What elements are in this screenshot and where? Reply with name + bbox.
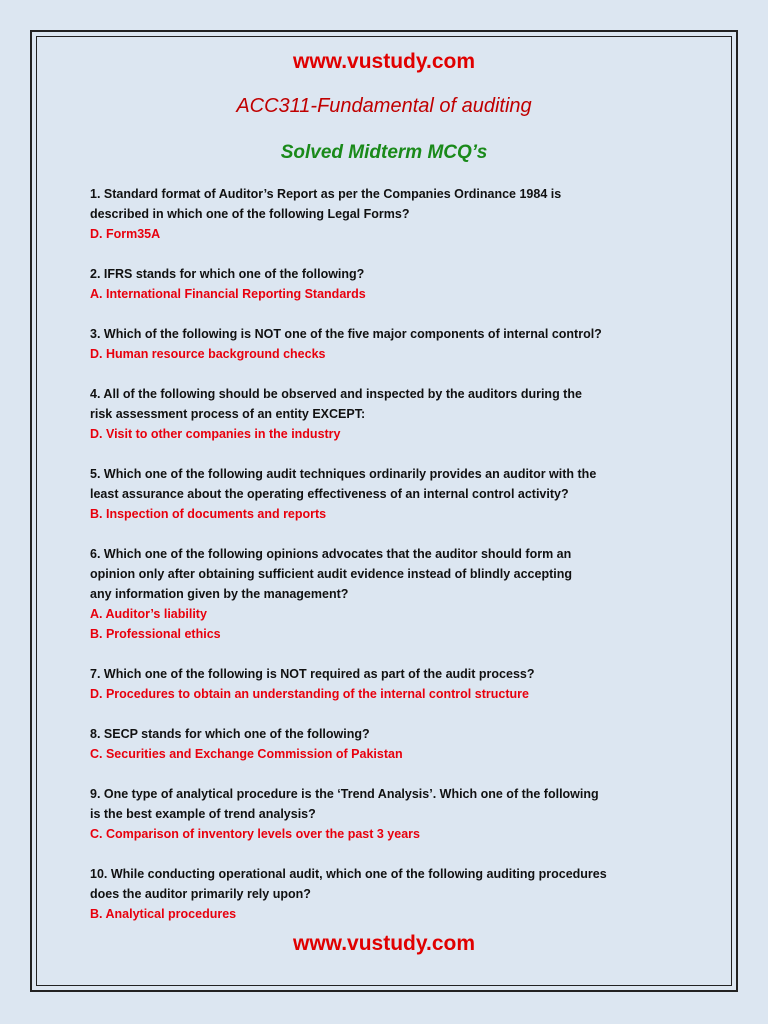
question-text: described in which one of the following Legal Forms? <box>90 207 410 221</box>
answer-text: C. Comparison of inventory levels over the past 3 years <box>90 827 420 841</box>
question-text: 10. While conducting operational audit, which one of the following auditing procedures <box>90 867 607 881</box>
question-item <box>90 544 610 644</box>
answer-text: B. Professional ethics <box>90 627 221 641</box>
answer-text: D. Visit to other companies in the industry <box>90 427 341 441</box>
question-text: 2. IFRS stands for which one of the following? <box>90 267 365 281</box>
answer-text: A. International Financial Reporting Standards <box>90 287 366 301</box>
question-item <box>90 384 610 444</box>
answer-text: D. Form35A <box>90 227 161 241</box>
answer-text: C. Securities and Exchange Commission of Pakistan <box>90 747 403 761</box>
page-title: ACC311-Fundamental of auditing <box>236 95 532 117</box>
answer-text: B. Analytical procedures <box>90 907 237 921</box>
question-item <box>90 264 610 304</box>
page-subtitle: Solved Midterm MCQ’s <box>280 142 488 163</box>
question-text: 6. Which one of the following opinions advocates that the auditor should form an <box>90 547 572 561</box>
answer-text: A. Auditor’s liability <box>90 607 207 621</box>
question-list <box>90 184 610 944</box>
question-text: opinion only after obtaining sufficient audit evidence instead of blindly accepting <box>90 567 572 581</box>
question-text: 9. One type of analytical procedure is the ‘Trend Analysis’. Which one of the following <box>90 787 599 801</box>
answer-text: D. Procedures to obtain an understanding of the internal control structure <box>90 687 529 701</box>
question-item <box>90 864 610 924</box>
answer-text: D. Human resource background checks <box>90 347 326 361</box>
question-item <box>90 724 610 764</box>
question-text: risk assessment process of an entity EXCEPT: <box>90 407 366 421</box>
question-item <box>90 324 610 364</box>
question-text: 7. Which one of the following is NOT required as part of the audit process? <box>90 667 535 681</box>
question-item <box>90 464 610 524</box>
question-item <box>90 184 610 244</box>
footer-site-link[interactable]: www.vustudy.com <box>292 932 476 955</box>
question-text: 8. SECP stands for which one of the following? <box>90 727 370 741</box>
question-item <box>90 664 610 704</box>
question-item <box>90 784 610 844</box>
answer-text: B. Inspection of documents and reports <box>90 507 327 521</box>
question-text: any information given by the management? <box>90 587 349 601</box>
header-site-link[interactable]: www.vustudy.com <box>292 50 476 73</box>
question-text: least assurance about the operating effectiveness of an internal control activity? <box>90 487 569 501</box>
question-text: 4. All of the following should be observed and inspected by the auditors during the <box>90 387 582 401</box>
question-text: 5. Which one of the following audit techniques ordinarily provides an auditor with the <box>90 467 597 481</box>
question-text: 1. Standard format of Auditor’s Report as per the Companies Ordinance 1984 is <box>90 187 562 201</box>
question-text: is the best example of trend analysis? <box>90 807 316 821</box>
question-text: 3. Which of the following is NOT one of the five major components of internal control? <box>90 327 602 341</box>
question-text: does the auditor primarily rely upon? <box>90 887 311 901</box>
